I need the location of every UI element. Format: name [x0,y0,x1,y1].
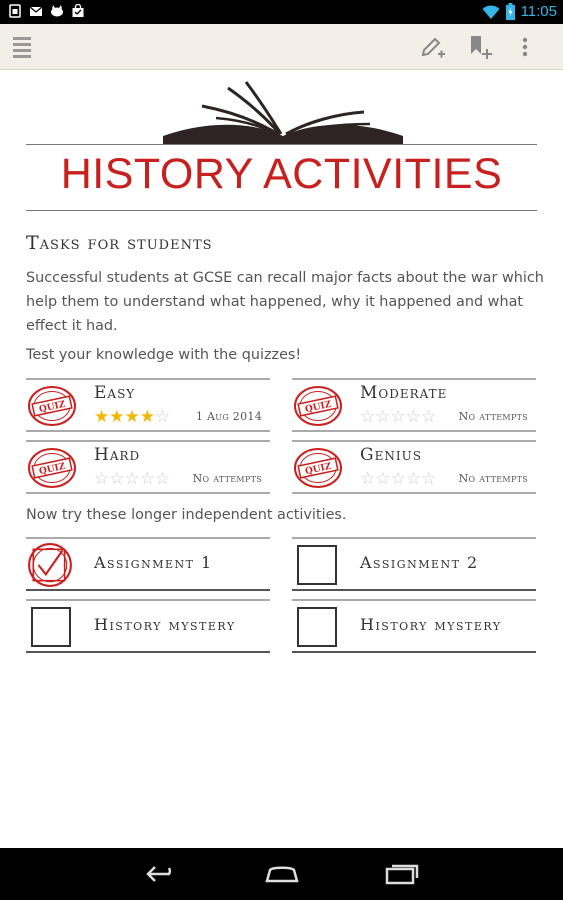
activity-card[interactable] [26,599,270,653]
activity-card[interactable] [26,537,270,591]
star-filled-icon: ★ [139,407,155,427]
activities-prompt: Now try these longer independent activities. [26,507,347,523]
mail-icon [29,4,43,18]
action-bar [0,24,563,70]
clock: 11:05 [520,3,557,20]
rating-stars [94,408,170,426]
quiz-title: Moderate [360,383,448,403]
home-button[interactable] [242,848,322,900]
star-empty-icon: ☆ [405,469,421,489]
intro-paragraph: Successful students at GCSE can recall major facts about the war which help them to understand what happened, why it happened and what effect it had. [26,270,544,334]
star-filled-icon: ★ [124,407,140,427]
activity-title: History mystery [94,615,236,634]
cat-icon [50,4,64,18]
quiz-status: No attempts [458,410,528,423]
checkbox-empty-icon [297,607,337,647]
quiz-status: No attempts [458,472,528,485]
back-icon [145,864,179,884]
star-filled-icon: ★ [94,407,110,427]
quiz-title: Genius [360,445,422,465]
activity-title: History mystery [360,615,502,634]
star-empty-icon: ☆ [375,469,391,489]
menu-icon [12,36,32,58]
quiz-stamp-label: QUIZ [38,399,67,416]
star-empty-icon: ☆ [360,469,376,489]
quiz-title: Hard [94,445,141,465]
quiz-card-easy[interactable] [26,378,270,432]
activity-title: Assignment 2 [360,553,479,572]
add-note-button[interactable] [413,24,453,70]
quiz-card-moderate[interactable] [292,378,536,432]
activities-page [0,70,563,848]
section-heading: Tasks for students [26,232,213,254]
activity-title: Assignment 1 [94,553,213,572]
activity-card[interactable] [292,537,536,591]
rating-stars [360,470,436,488]
quiz-status: 1 Aug 2014 [195,410,262,423]
page-title: HISTORY ACTIVITIES [60,150,503,198]
pencil-add-icon [420,34,446,60]
home-icon [264,864,300,884]
star-empty-icon: ☆ [155,469,171,489]
notification-icons [8,4,85,18]
quiz-stamp-icon [293,446,343,490]
star-empty-icon: ☆ [94,469,110,489]
quiz-stamp-icon [27,446,77,490]
activity-card[interactable] [292,599,536,653]
star-empty-icon: ☆ [139,469,155,489]
recent-apps-icon [385,863,419,885]
battery-icon [506,3,515,20]
quiz-stamp-icon [293,384,343,428]
quiz-stamp-label: QUIZ [304,461,333,478]
star-empty-icon: ☆ [390,407,406,427]
star-empty-icon: ☆ [109,469,125,489]
star-empty-icon: ☆ [405,407,421,427]
quiz-stamp-label: QUIZ [38,461,67,478]
star-empty-icon: ☆ [155,407,171,427]
star-empty-icon: ☆ [390,469,406,489]
open-book-icon [158,78,408,146]
quiz-status: No attempts [192,472,262,485]
navigation-bar [0,848,563,900]
star-filled-icon: ★ [109,407,125,427]
overflow-menu-button[interactable] [505,24,545,70]
quiz-prompt: Test your knowledge with the quizzes! [26,347,302,363]
back-button[interactable] [122,848,202,900]
rating-stars [360,408,436,426]
title-divider-bottom [26,210,537,211]
quiz-card-genius[interactable] [292,440,536,494]
quiz-stamp-icon [27,384,77,428]
star-empty-icon: ☆ [375,407,391,427]
recent-apps-button[interactable] [362,848,442,900]
star-empty-icon: ☆ [360,407,376,427]
quiz-card-hard[interactable] [26,440,270,494]
sim-icon [8,4,22,18]
quiz-title: Easy [94,383,136,403]
star-empty-icon: ☆ [421,407,437,427]
shopping-bag-icon [71,4,85,18]
status-bar [0,0,563,24]
bookmark-add-icon [467,34,493,60]
menu-button[interactable] [2,24,42,70]
quiz-stamp-label: QUIZ [304,399,333,416]
star-empty-icon: ☆ [421,469,437,489]
wifi-icon [482,4,500,20]
star-empty-icon: ☆ [124,469,140,489]
title-divider-top [26,144,537,145]
completed-stamp-icon [27,542,73,588]
checkbox-empty-icon [31,607,71,647]
add-bookmark-button[interactable] [460,24,500,70]
overflow-icon [522,37,528,57]
system-icons [482,3,557,20]
checkbox-empty-icon [297,545,337,585]
rating-stars [94,470,170,488]
